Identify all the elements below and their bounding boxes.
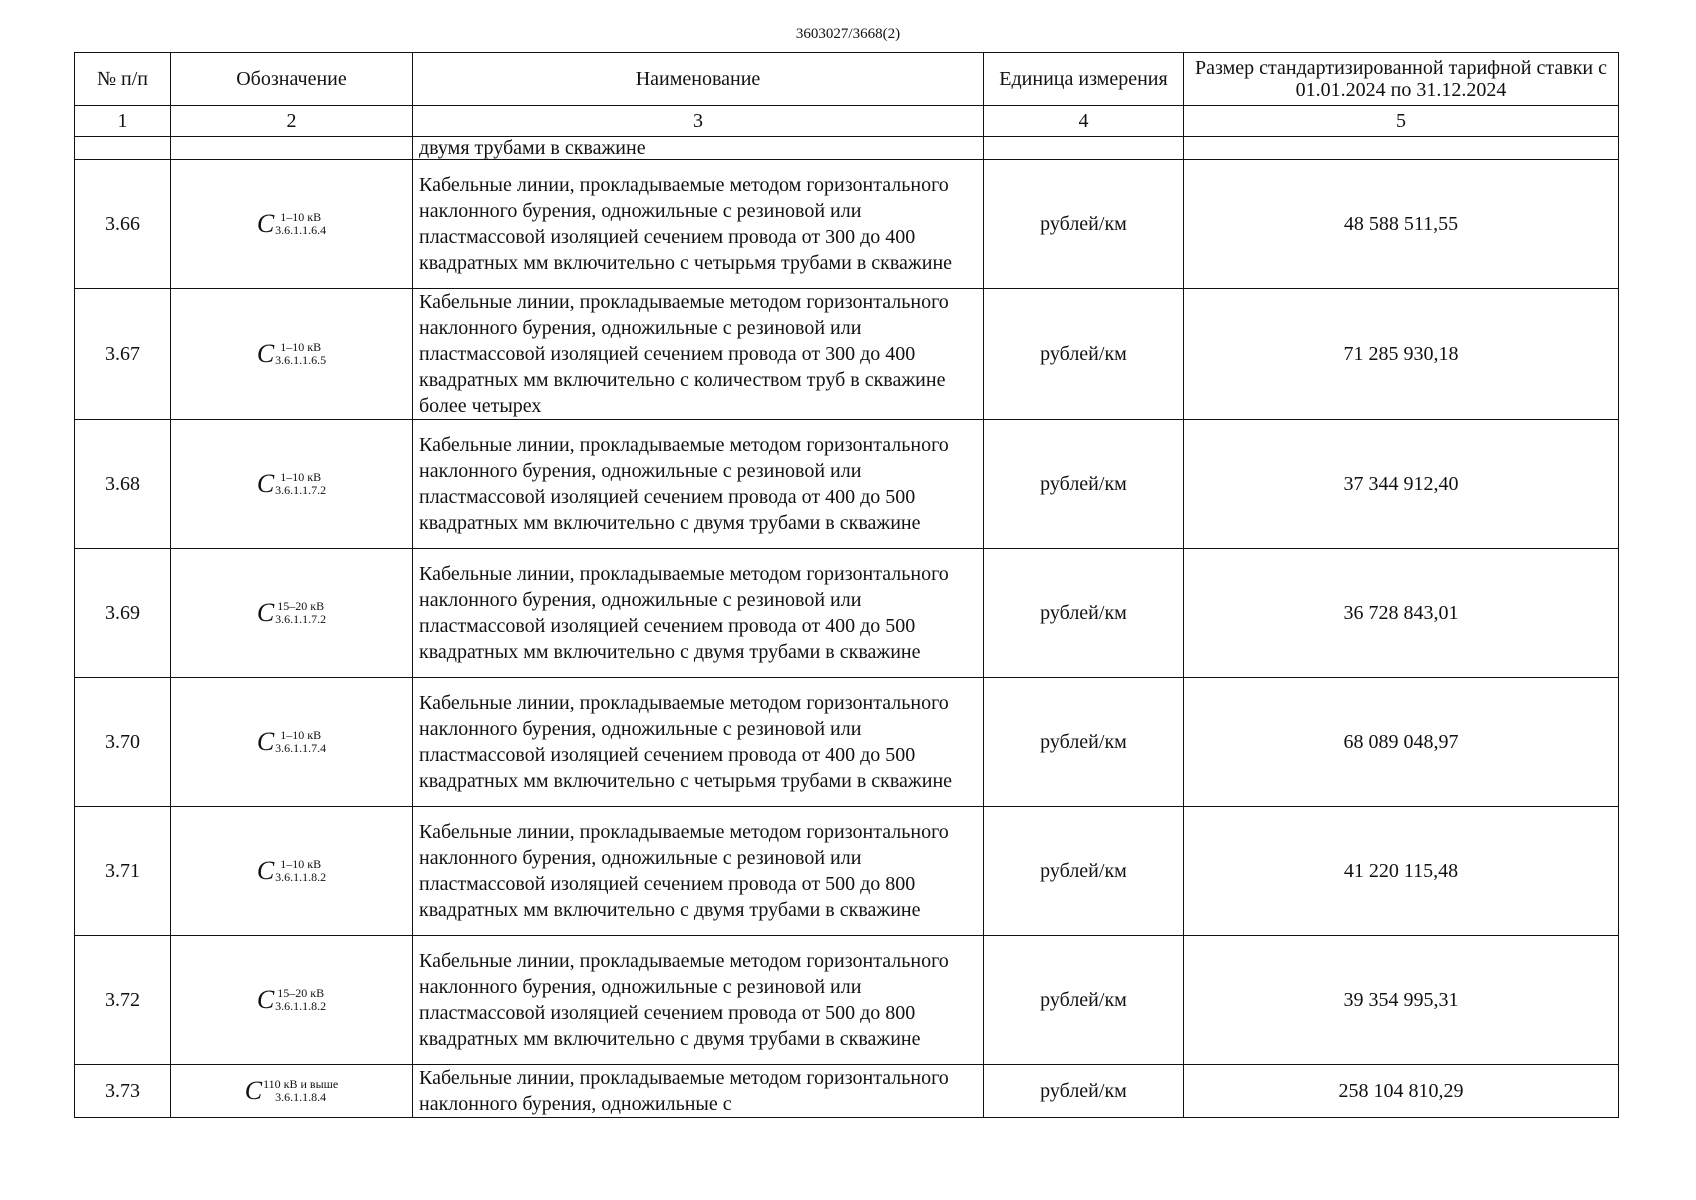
- row-name: Кабельные линии, прокладываемые методом горизонтального наклонного бурения, одножильные с резиновой или пластмассовой изоляцией сечением провода от 500 до 800 квадратных мм включительно с двумя трубами в скважине: [413, 936, 984, 1065]
- tariff-symbol: [257, 987, 326, 1013]
- header-name: Наименование: [413, 53, 984, 106]
- table-body: [75, 137, 1619, 1118]
- tariff-symbol: [257, 341, 326, 367]
- header-number: № п/п: [75, 53, 171, 106]
- symbol-subscript: 3.6.1.1.8.2: [275, 870, 327, 884]
- symbol-superscript: 1–10 кВ: [280, 857, 322, 871]
- row-number: 3.69: [75, 549, 171, 678]
- row-name: Кабельные линии, прокладываемые методом горизонтального наклонного бурения, одножильные с резиновой или пластмассовой изоляцией сечением провода от 400 до 500 квадратных мм включительно с двумя трубами в скважине: [413, 549, 984, 678]
- symbol-superscript: 1–10 кВ: [280, 728, 322, 742]
- symbol-superscript: 15–20 кВ: [277, 986, 325, 1000]
- row-unit: рублей/км: [984, 936, 1184, 1065]
- tariff-symbol: [257, 600, 326, 626]
- symbol-subscript: 3.6.1.1.8.2: [275, 999, 327, 1013]
- row-designation: [171, 936, 413, 1065]
- row-name: Кабельные линии, прокладываемые методом горизонтального наклонного бурения, одножильные с резиновой или пластмассовой изоляцией сечением провода от 300 до 400 квадратных мм включительно с четырьмя трубами в скважине: [413, 160, 984, 289]
- table-row: [75, 420, 1619, 549]
- symbol-subscript: 3.6.1.1.8.4: [275, 1090, 327, 1104]
- table-row: [75, 549, 1619, 678]
- row-rate: 36 728 843,01: [1184, 549, 1619, 678]
- continuation-text: двумя трубами в скважине: [413, 137, 984, 160]
- symbol-letter: C: [256, 727, 275, 756]
- row-unit: рублей/км: [984, 807, 1184, 936]
- symbol-subscript: 3.6.1.1.6.4: [275, 223, 327, 237]
- symbol-subscript: 3.6.1.1.7.2: [275, 483, 327, 497]
- tariff-symbol: [257, 211, 326, 237]
- column-number: 5: [1184, 106, 1619, 137]
- column-number: 1: [75, 106, 171, 137]
- row-designation: [171, 549, 413, 678]
- symbol-subscript: 3.6.1.1.7.2: [275, 612, 327, 626]
- symbol-superscript: 15–20 кВ: [277, 599, 325, 613]
- row-number: 3.72: [75, 936, 171, 1065]
- tariff-symbol: [257, 471, 326, 497]
- row-designation: [171, 807, 413, 936]
- row-number: 3.73: [75, 1065, 171, 1118]
- row-unit: рублей/км: [984, 678, 1184, 807]
- row-unit: рублей/км: [984, 420, 1184, 549]
- tariff-symbol: [245, 1078, 338, 1104]
- column-number: 4: [984, 106, 1184, 137]
- row-rate: 48 588 511,55: [1184, 160, 1619, 289]
- table-row: [75, 160, 1619, 289]
- continuation-row: [75, 137, 1619, 160]
- row-number: 3.66: [75, 160, 171, 289]
- row-number: 3.67: [75, 289, 171, 420]
- symbol-letter: C: [256, 469, 275, 498]
- row-rate: 68 089 048,97: [1184, 678, 1619, 807]
- row-designation: [171, 1065, 413, 1118]
- symbol-letter: C: [256, 985, 275, 1014]
- row-designation: [171, 160, 413, 289]
- row-name: Кабельные линии, прокладываемые методом горизонтального наклонного бурения, одножильные с резиновой или пластмассовой изоляцией сечением провода от 400 до 500 квадратных мм включительно с четырьмя трубами в скважине: [413, 678, 984, 807]
- table-row: [75, 678, 1619, 807]
- row-rate: 37 344 912,40: [1184, 420, 1619, 549]
- symbol-letter: C: [256, 856, 275, 885]
- row-number: 3.71: [75, 807, 171, 936]
- symbol-superscript: 1–10 кВ: [280, 210, 322, 224]
- document-number: 3603027/3668(2): [795, 26, 901, 42]
- row-rate: 71 285 930,18: [1184, 289, 1619, 420]
- row-unit: рублей/км: [984, 1065, 1184, 1118]
- tariff-symbol: [257, 729, 326, 755]
- row-name: Кабельные линии, прокладываемые методом горизонтального наклонного бурения, одножильные с резиновой или пластмассовой изоляцией сечением провода от 500 до 800 квадратных мм включительно с двумя трубами в скважине: [413, 807, 984, 936]
- symbol-letter: C: [256, 598, 275, 627]
- row-designation: [171, 289, 413, 420]
- row-name: Кабельные линии, прокладываемые методом горизонтального наклонного бурения, одножильные с резиновой или пластмассовой изоляцией сечением провода от 300 до 400 квадратных мм включительно с количеством труб в скважине более четырех: [413, 289, 984, 420]
- table-row: [75, 936, 1619, 1065]
- header-rate: Размер стандартизированной тарифной ставки с 01.01.2024 по 31.12.2024: [1184, 53, 1619, 106]
- row-rate: 39 354 995,31: [1184, 936, 1619, 1065]
- column-number: 2: [171, 106, 413, 137]
- row-unit: рублей/км: [984, 289, 1184, 420]
- row-name: Кабельные линии, прокладываемые методом горизонтального наклонного бурения, одножильные с: [413, 1065, 984, 1118]
- symbol-letter: C: [256, 339, 275, 368]
- symbol-subscript: 3.6.1.1.6.5: [275, 353, 327, 367]
- row-designation: [171, 420, 413, 549]
- symbol-letter: C: [244, 1076, 263, 1105]
- table-row: [75, 807, 1619, 936]
- column-number-row: [75, 106, 1619, 137]
- table-row: [75, 289, 1619, 420]
- symbol-superscript: 1–10 кВ: [280, 470, 322, 484]
- row-unit: рублей/км: [984, 160, 1184, 289]
- table-row: [75, 1065, 1619, 1118]
- symbol-superscript: 1–10 кВ: [280, 340, 322, 354]
- header-designation: Обозначение: [171, 53, 413, 106]
- row-rate: 41 220 115,48: [1184, 807, 1619, 936]
- row-name: Кабельные линии, прокладываемые методом горизонтального наклонного бурения, одножильные с резиновой или пластмассовой изоляцией сечением провода от 400 до 500 квадратных мм включительно с двумя трубами в скважине: [413, 420, 984, 549]
- tariff-table: [74, 52, 1619, 1118]
- column-number: 3: [413, 106, 984, 137]
- row-number: 3.68: [75, 420, 171, 549]
- row-designation: [171, 678, 413, 807]
- header-unit: Единица измерения: [984, 53, 1184, 106]
- row-rate: 258 104 810,29: [1184, 1065, 1619, 1118]
- table-header-row: [75, 53, 1619, 106]
- symbol-subscript: 3.6.1.1.7.4: [275, 741, 327, 755]
- row-unit: рублей/км: [984, 549, 1184, 678]
- row-number: 3.70: [75, 678, 171, 807]
- symbol-letter: C: [256, 209, 275, 238]
- symbol-superscript: 110 кВ и выше: [263, 1077, 339, 1091]
- tariff-symbol: [257, 858, 326, 884]
